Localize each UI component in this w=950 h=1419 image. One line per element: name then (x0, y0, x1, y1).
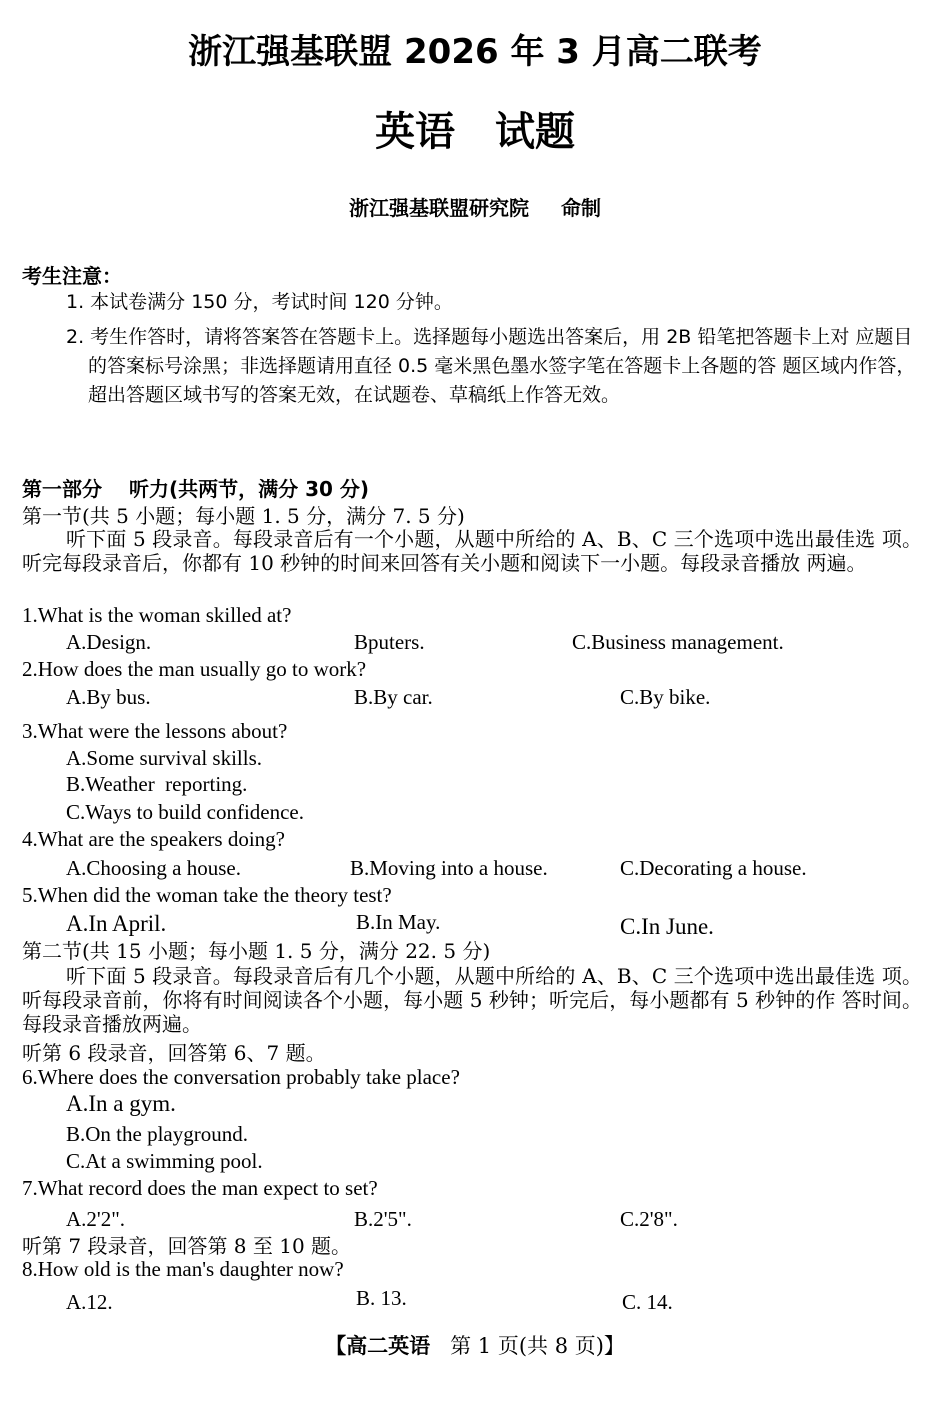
q4-option-a: A.Choosing a house. (66, 856, 241, 880)
q3-option-b: B.Weather reporting. (66, 772, 248, 796)
exam-subtitle: 英语 试题 (375, 109, 575, 155)
q6-option-a: A.In a gym. (66, 1091, 176, 1116)
q8-option-a: A.12. (66, 1290, 113, 1314)
section1-instructions: 听下面 5 段录音。每段录音后有一个小题，从题中所给的 A、B、C 三个选项中选出最佳选 项。听完每段录音后，你都有 10 秒钟的时间来回答有关小题和阅读下一小题。每段录音播放 两遍。 (22, 527, 922, 575)
question-7: 7.What record does the man expect to set? (22, 1176, 378, 1200)
q4-option-b: B.Moving into a house. (350, 856, 548, 880)
q4-option-c: C.Decorating a house. (620, 856, 807, 880)
q7-option-c: C.2'8". (620, 1207, 678, 1231)
q6-option-b: B.On the playground. (66, 1122, 248, 1146)
q2-option-c: C.By bike. (620, 685, 711, 709)
question-1: 1.What is the woman skilled at? (22, 603, 292, 627)
q6-option-c: C.At a swimming pool. (66, 1149, 263, 1173)
q5-option-a: A.In April. (66, 911, 167, 936)
question-2: 2.How does the man usually go to work? (22, 657, 367, 681)
group6-note: 听第 6 段录音，回答第 6、7 题。 (22, 1041, 326, 1065)
notice-list (66, 288, 926, 410)
q3-option-a: A.Some survival skills. (66, 746, 263, 770)
question-3: 3.What were the lessons about? (22, 719, 288, 743)
section2-heading: 第二节(共 15 小题；每小题 1. 5 分，满分 22. 5 分) (22, 939, 491, 963)
q1-option-c: C.Business management. (572, 630, 784, 654)
part1-heading: 第一部分 听力(共两节，满分 30 分) (22, 477, 370, 501)
q3-option-c: C.Ways to build confidence. (66, 800, 305, 824)
q2-option-b: B.By car. (354, 685, 433, 709)
q2-option-a: A.By bus. (66, 685, 151, 709)
footer-subject: 【高二英语 (325, 1334, 431, 1358)
exam-title: 浙江强基联盟 2026 年 3 月高二联考 (188, 32, 762, 72)
notice-item-1: 1. 本试卷满分 150 分，考试时间 120 分钟。 (66, 291, 453, 313)
group7-note: 听第 7 段录音，回答第 8 至 10 题。 (22, 1234, 352, 1258)
footer-page: 第 1 页(共 8 页)】 (450, 1334, 625, 1358)
notice-heading: 考生注意： (22, 264, 122, 288)
question-8: 8.How old is the man's daughter now? (22, 1257, 344, 1281)
section2-instructions: 听下面 5 段录音。每段录音后有几个小题，从题中所给的 A、B、C 三个选项中选出最佳选 项。听每段录音前，你将有时间阅读各个小题，每小题 5 秒钟；听完后，每小题都有 5 秒钟的作 答时间。每段录音播放两遍。 (22, 964, 922, 1036)
page-footer (0, 1330, 950, 1360)
q5-option-c: C.In June. (620, 914, 714, 939)
q7-option-b: B.2'5". (354, 1207, 412, 1231)
q5-option-b: B.In May. (356, 910, 441, 934)
q8-option-b: B. 13. (356, 1286, 407, 1310)
q8-option-c: C. 14. (622, 1290, 673, 1314)
q7-option-a: A.2'2". (66, 1207, 126, 1231)
question-5: 5.When did the woman take the theory test? (22, 883, 392, 907)
question-6: 6.Where does the conversation probably take place? (22, 1065, 460, 1089)
notice-item-2: 2. 考生作答时，请将答案答在答题卡上。选择题每小题选出答案后，用 2B 铅笔把答题卡上对 应题目的答案标号涂黑；非选择题请用直径 0.5 毫米黑色墨水签字笔在答题卡上各题的答 题区域内作答，超出答题区域书写的答案无效，在试题卷、草稿纸上作答无效。 (66, 326, 916, 406)
maker-role: 命制 (561, 196, 601, 220)
section1-heading: 第一节(共 5 小题；每小题 1. 5 分，满分 7. 5 分) (22, 504, 465, 528)
q1-option-a: A.Design. (66, 630, 152, 654)
exam-maker (0, 192, 950, 221)
question-4: 4.What are the speakers doing? (22, 827, 285, 851)
q1-option-b: Bputers. (354, 630, 425, 654)
maker-org: 浙江强基联盟研究院 (349, 196, 529, 220)
